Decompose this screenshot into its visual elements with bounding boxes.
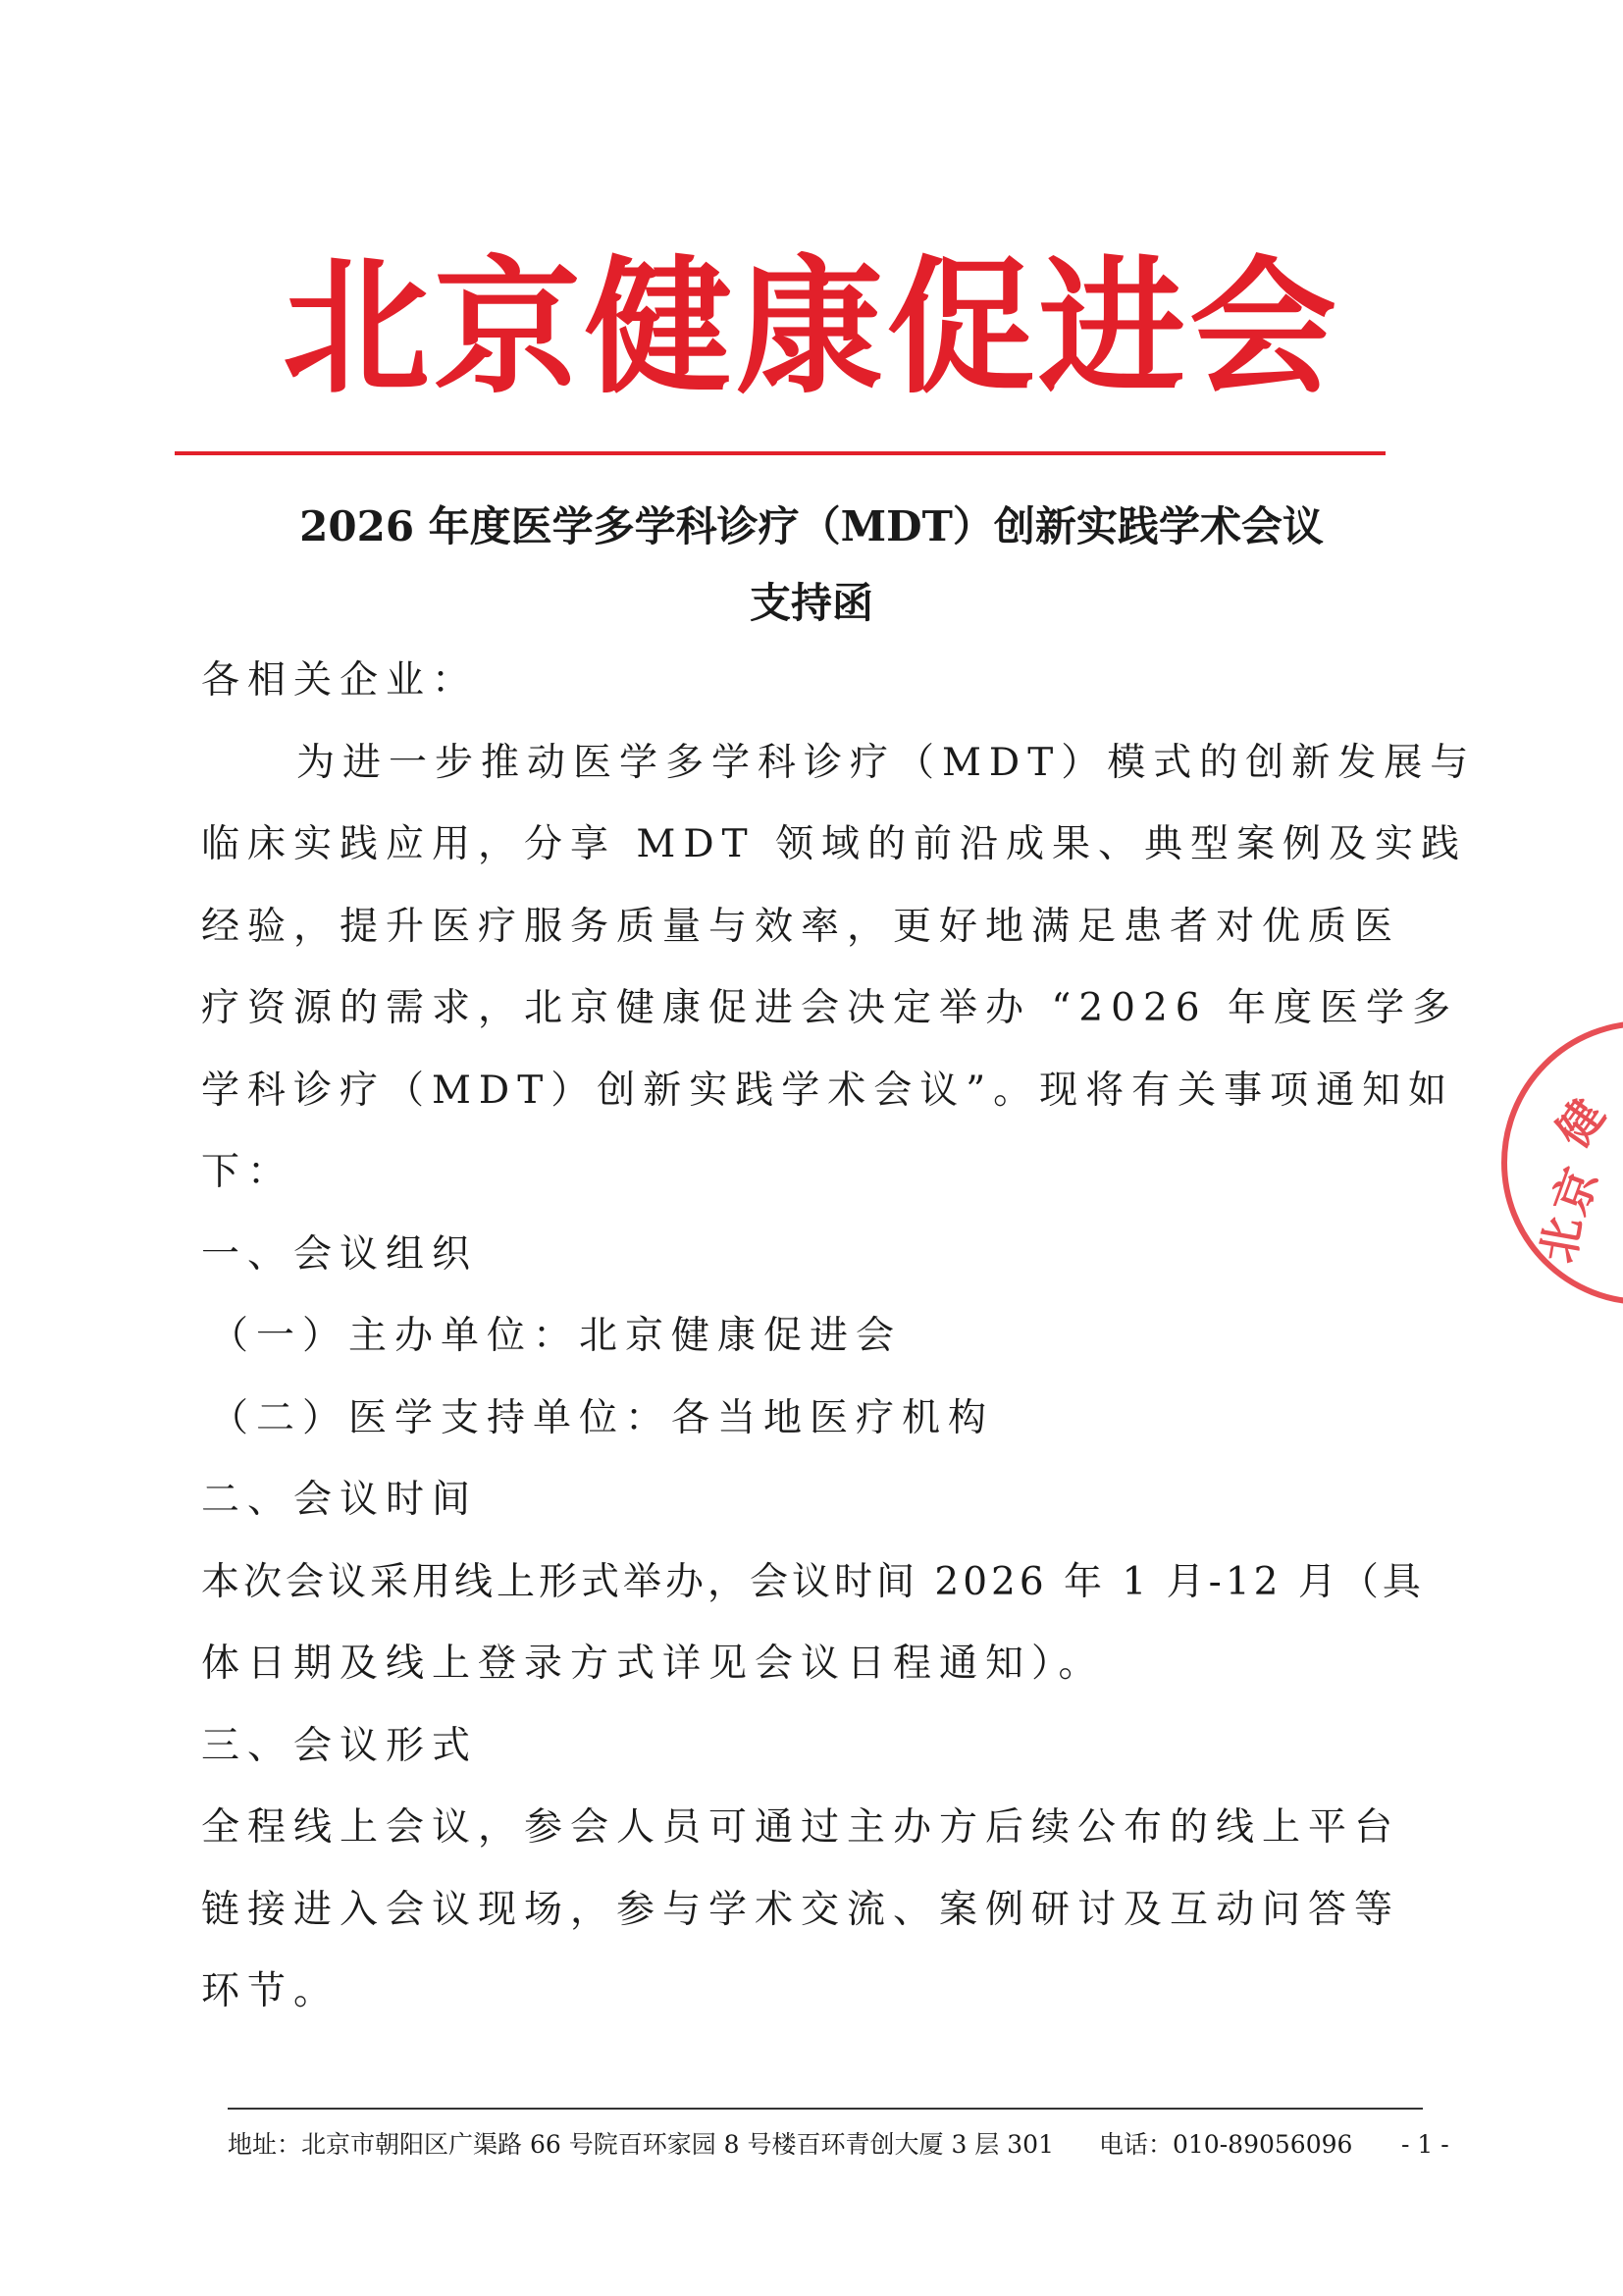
section3-line-3: 环节。 [201, 1969, 340, 2013]
section2-heading: 二、会议时间 [201, 1478, 479, 1522]
letterhead-org-name: 北京健康促进会 [282, 243, 1340, 414]
footer-address: 地址：北京市朝阳区广渠路 66 号院百环家园 8 号楼百环青创大厦 3 层 301 [228, 2130, 1054, 2159]
section2-line-1: 本次会议采用线上形式举办，会议时间 2026 年 1 月-12 月（具 [201, 1560, 1425, 1604]
letterhead-divider [175, 451, 1386, 455]
intro-line-5: 学科诊疗（MDT）创新实践学术会议”。现将有关事项通知如 [201, 1069, 1455, 1113]
document-title-line1: 2026 年度医学多学科诊疗（MDT）创新实践学术会议 [299, 502, 1324, 550]
intro-line-2: 临床实践应用，分享 MDT 领域的前沿成果、典型案例及实践 [201, 822, 1468, 866]
section3-line-1: 全程线上会议，参会人员可通过主办方后续公布的线上平台 [201, 1805, 1401, 1850]
document-title-line2: 支持函 [749, 579, 873, 627]
footer-phone: 电话：010-89056096 [1099, 2130, 1353, 2159]
intro-line-1: 为进一步推动医学多学科诊疗（MDT）模式的创新发展与 [296, 741, 1477, 785]
section1-heading: 一、会议组织 [201, 1232, 479, 1277]
intro-line-4: 疗资源的需求，北京健康促进会决定举办 “2026 年度医学多 [201, 986, 1458, 1030]
section3-line-2: 链接进入会议现场，参与学术交流、案例研讨及互动问答等 [201, 1888, 1401, 1932]
seal-text: 健 [1545, 1089, 1615, 1158]
section1-item-support: （二）医学支持单位：各当地医疗机构 [210, 1396, 995, 1440]
intro-line-3: 经验，提升医疗服务质量与效率，更好地满足患者对优质医 [201, 905, 1401, 949]
section1-item-organizer: （一）主办单位：北京健康促进会 [210, 1314, 903, 1358]
seal-text: 京 [1543, 1161, 1609, 1222]
footer-page-number: - 1 - [1401, 2130, 1449, 2159]
section2-line-2: 体日期及线上登录方式详见会议日程通知）。 [201, 1642, 1105, 1686]
footer-divider [228, 2108, 1423, 2110]
seal-text: 北 [1531, 1213, 1592, 1267]
salutation: 各相关企业： [201, 658, 479, 703]
section3-heading: 三、会议形式 [201, 1724, 479, 1768]
intro-line-6: 下： [201, 1150, 294, 1194]
